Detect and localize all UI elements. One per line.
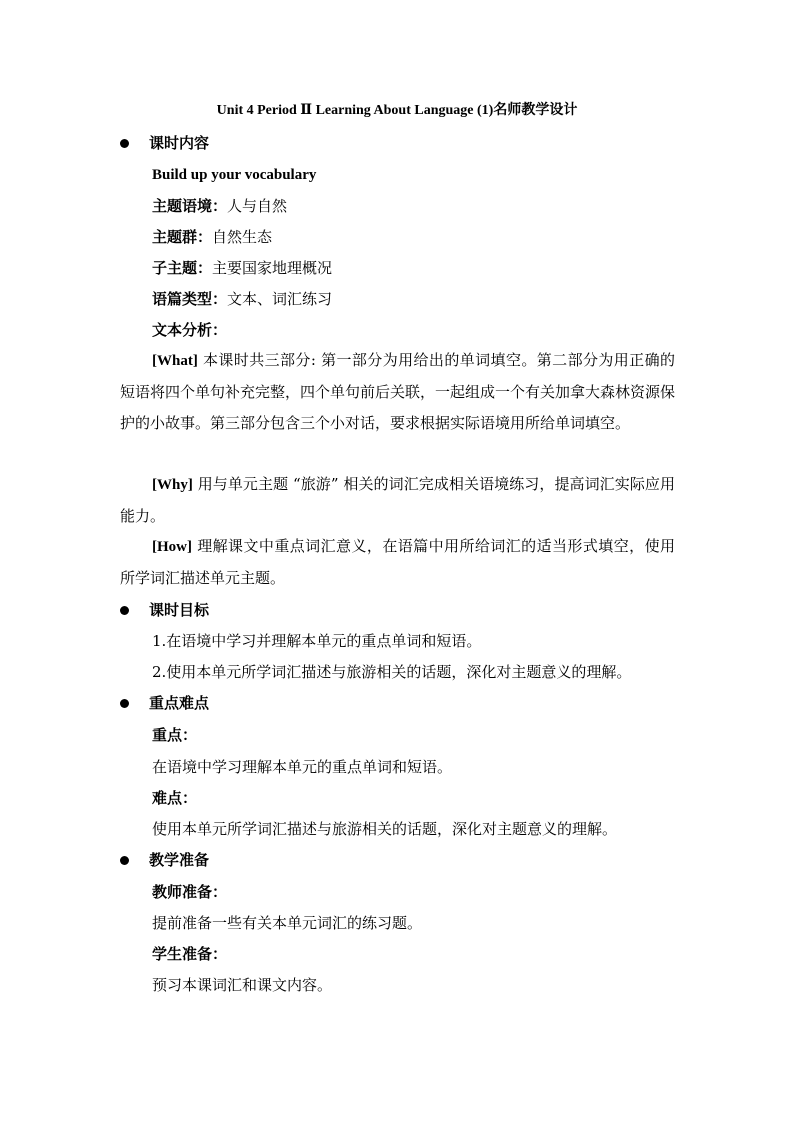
why-tag: [Why]	[152, 477, 193, 493]
why-text: 用与单元主题 “旅游” 相关的词汇完成相关语境练习，提高词汇实际应用能力。	[120, 475, 675, 525]
how-text: 理解课文中重点词汇意义，在语篇中用所给词汇的适当形式填空，使用所学词汇描述单元主题。	[120, 537, 675, 587]
section-content-heading: 课时内容	[149, 134, 210, 152]
theme-group-line	[152, 226, 272, 248]
student-preparation-label: 学生准备：	[152, 945, 228, 963]
difficult-point-label: 难点：	[152, 789, 198, 807]
difficult-point-text: 使用本单元所学词汇描述与旅游相关的话题，深化对主题意义的理解。	[152, 820, 618, 838]
section-content-heading-row	[120, 132, 209, 154]
why-paragraph	[120, 469, 675, 532]
document-title: Unit 4 Period Ⅱ Learning About Language (1)名师教学设计	[216, 103, 578, 118]
sub-theme-line	[152, 257, 332, 279]
theme-context-line	[152, 195, 287, 217]
theme-group-value: 自然生态	[212, 228, 273, 246]
section-key-points-heading-row	[120, 692, 209, 714]
what-tag: [What]	[152, 353, 198, 369]
key-point-text: 在语境中学习理解本单元的重点单词和短语。	[152, 758, 453, 776]
goal-item-1: 1.在语境中学习并理解本单元的重点单词和短语。	[152, 632, 482, 650]
goal-item-2: 2.使用本单元所学词汇描述与旅游相关的话题，深化对主题意义的理解。	[152, 663, 632, 681]
bullet-icon	[120, 139, 129, 148]
theme-group-label: 主题群：	[152, 228, 213, 246]
section-preparation-heading-row	[120, 849, 209, 871]
section-preparation-heading: 教学准备	[149, 851, 210, 869]
teacher-preparation-text: 提前准备一些有关本单元词汇的练习题。	[152, 914, 423, 932]
theme-context-value: 人与自然	[227, 197, 288, 215]
text-analysis-label: 文本分析：	[152, 321, 228, 339]
section-goals-heading-row	[120, 599, 209, 621]
text-type-label: 语篇类型：	[152, 290, 228, 308]
how-paragraph	[120, 531, 675, 594]
teacher-preparation-label: 教师准备：	[152, 883, 228, 901]
section-goals-heading: 课时目标	[149, 601, 210, 619]
bullet-icon	[120, 606, 129, 615]
key-point-label: 重点：	[152, 726, 198, 744]
student-preparation-text: 预习本课词汇和课文内容。	[152, 976, 333, 994]
sub-theme-value: 主要国家地理概况	[212, 259, 333, 277]
bullet-icon	[120, 856, 129, 865]
how-tag: [How]	[152, 539, 192, 555]
text-type-line	[152, 288, 332, 310]
what-paragraph	[120, 345, 675, 439]
subheading-vocabulary: Build up your vocabulary	[152, 167, 317, 183]
section-key-points-heading: 重点难点	[149, 694, 210, 712]
what-text: 本课时共三部分: 第一部分为用给出的单词填空。第二部分为用正确的短语将四个单句补充完整，四个单句前后关联，一起组成一个有关加拿大森林资源保护的小故事。第三部分包含三个小对话，要求根据实际语境用所给单词填空。	[120, 351, 676, 432]
theme-context-label: 主题语境：	[152, 197, 228, 215]
bullet-icon	[120, 699, 129, 708]
sub-theme-label: 子主题：	[152, 259, 213, 277]
text-type-value: 文本、词汇练习	[227, 290, 333, 308]
